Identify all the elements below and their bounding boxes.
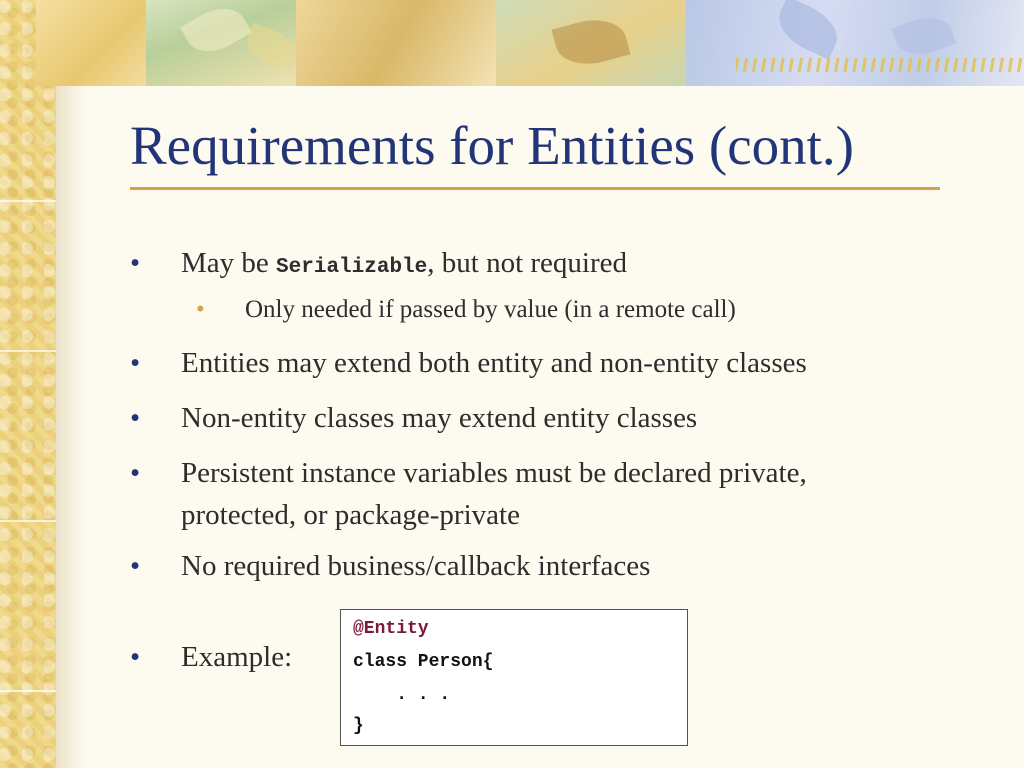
band-seam (0, 200, 56, 202)
band-seam (0, 690, 56, 692)
bullet-text: Non-entity classes may extend entity classes (181, 402, 698, 434)
bullet-text-line-1: Persistent instance variables must be declared private, (181, 457, 807, 489)
sub-bullet-dot: • (196, 296, 205, 323)
bullet-text: Entities may extend both entity and non-entity classes (181, 347, 807, 379)
bullet-dot: • (130, 641, 141, 673)
bullet-text: No required business/callback interfaces (181, 550, 651, 582)
bullet-dot: • (130, 457, 141, 489)
sub-bullet-text: Only needed if passed by value (in a remote call) (245, 296, 736, 323)
bullet-text: Example: (181, 641, 293, 673)
bullet-dot: • (130, 402, 141, 434)
grass-decoration (736, 58, 1024, 72)
bullet-text-line-2: protected, or package-private (181, 499, 520, 531)
code-line-class-declaration: class Person{ (353, 652, 494, 672)
inline-code-serializable: Serializable (276, 256, 428, 279)
decorative-left-band (0, 0, 56, 768)
code-line-annotation: @Entity (353, 619, 429, 639)
bullet-text-suffix: , but not required (427, 247, 627, 279)
banner-tile (296, 0, 496, 86)
bullet-dot: • (130, 550, 141, 582)
code-example-box (340, 609, 688, 746)
decorative-top-banner (36, 0, 1024, 86)
banner-tile (36, 0, 146, 86)
band-seam (0, 520, 56, 522)
bullet-text (181, 242, 627, 289)
code-line-ellipsis: . . . (353, 685, 451, 705)
band-seam (0, 350, 56, 352)
left-shade (56, 0, 86, 768)
bullet-dot: • (130, 247, 141, 279)
bullet-dot: • (130, 347, 141, 379)
title-underline (130, 187, 940, 190)
code-line-closing-brace: } (353, 716, 364, 736)
slide-title: Requirements for Entities (cont.) (130, 115, 854, 176)
banner-tile (686, 0, 1024, 86)
bullet-text-prefix: May be (181, 247, 277, 279)
